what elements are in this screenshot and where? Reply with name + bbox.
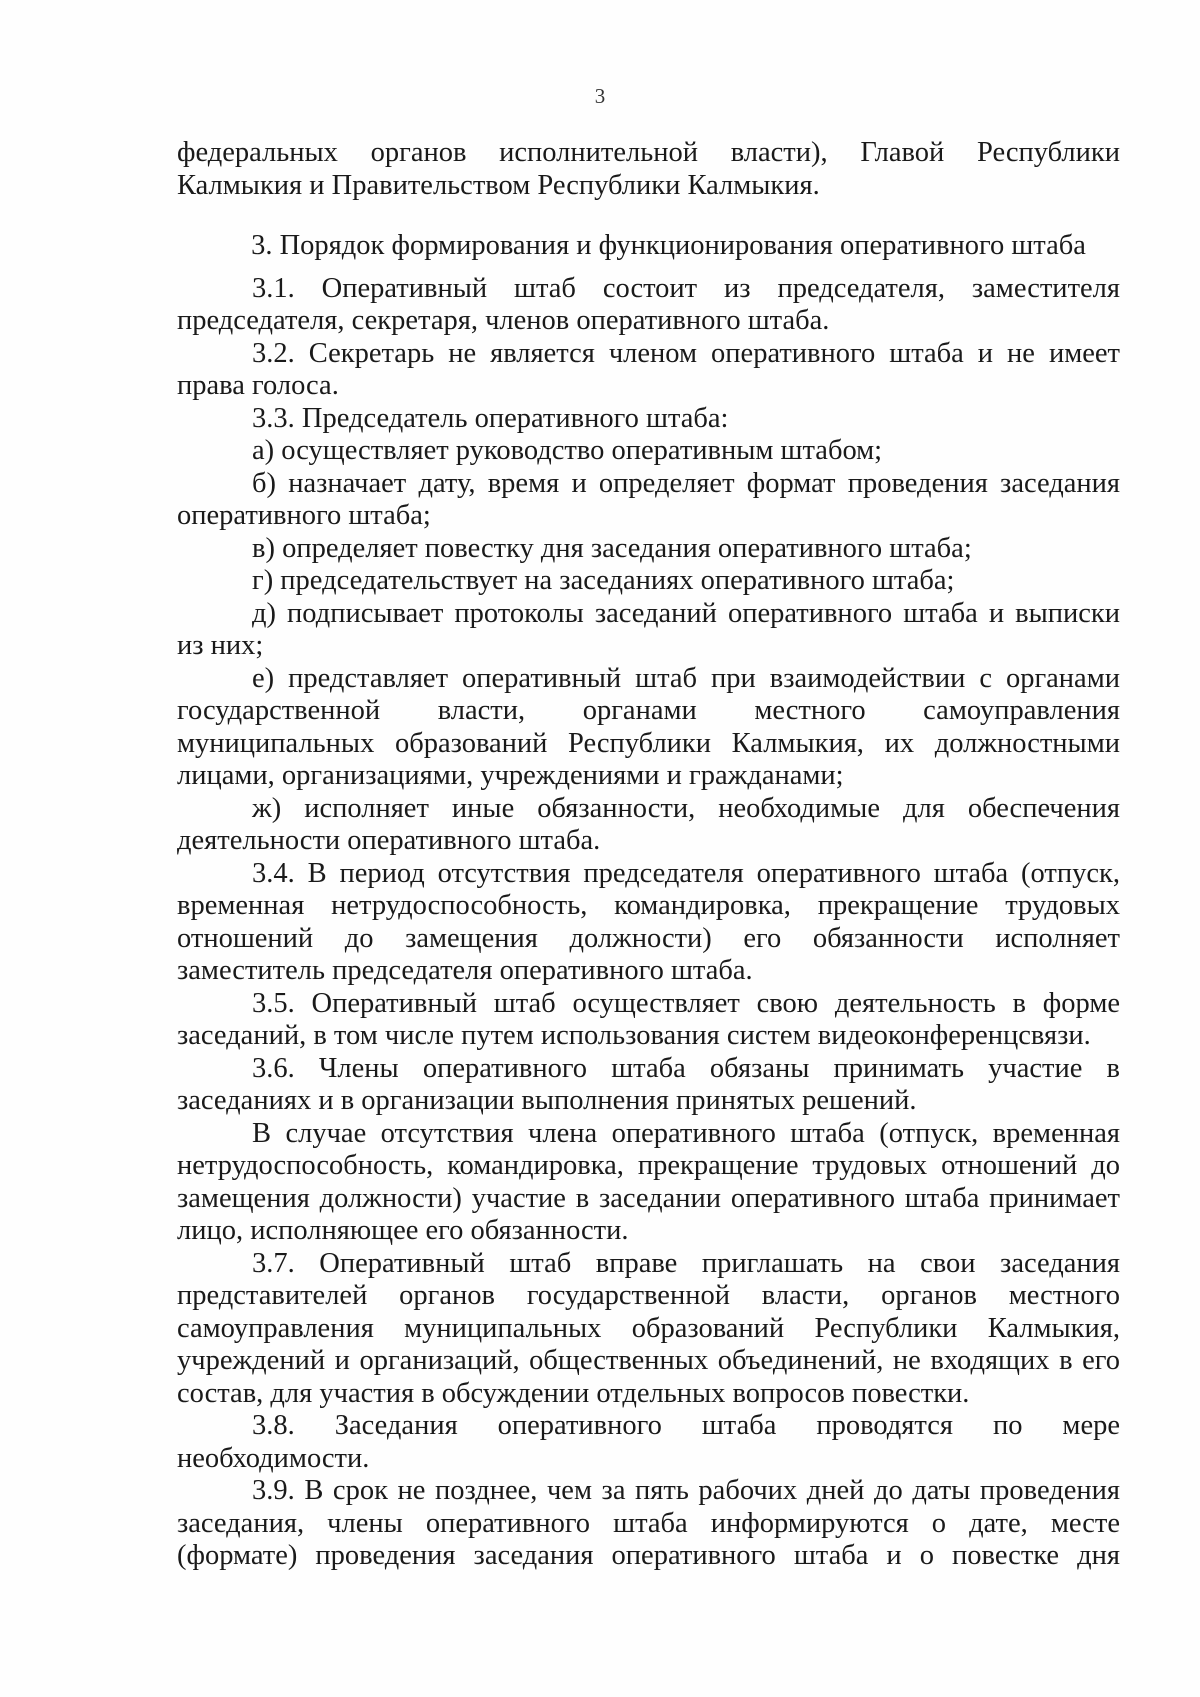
list-item-zh: ж) исполняет иные обязанности, необходимые для обеспечения деятельности оперативного штаба. [177,792,1120,856]
paragraph-3-3: 3.3. Председатель оперативного штаба: [252,402,729,434]
paragraph-3-4: 3.4. В период отсутствия председателя оперативного штаба (отпуск, временная нетрудоспособность, командировка, прекращение трудовых отношений до замещения должности) его обязанности исполняет заместитель председателя оперативного штаба. [177,857,1120,986]
paragraph-3-7: 3.7. Оперативный штаб вправе приглашать на свои заседания представителей органов государственной власти, органов местного самоуправления муниципальных образований Республики Калмыкия, учреждений и организаций, общественных объединений, не входящих в его состав, для участия в обсуждении отдельных вопросов повестки. [177,1247,1120,1409]
page-number: 3 [594,84,606,108]
document-body [177,137,1120,1573]
paragraph-3-6-cont: В случае отсутствия члена оперативного штаба (отпуск, временная нетрудоспособность, командировка, прекращение трудовых отношений до замещения должности) участие в заседании оперативного штаба принимает лицо, исполняющее его обязанности. [177,1117,1120,1246]
list-item-e: е) представляет оперативный штаб при взаимодействии с органами государственной власти, органами местного самоуправления муниципальных образований Республики Калмыкия, их должностными лицами, организациями, учреждениями и гражданами; [177,662,1120,791]
list-item-b: б) назначает дату, время и определяет формат проведения заседания оперативного штаба; [177,467,1120,531]
paragraph-3-2: 3.2. Секретарь не является членом оперативного штаба и не имеет права голоса. [177,337,1120,401]
list-item-d: д) подписывает протоколы заседаний оперативного штаба и выписки из них; [177,597,1120,661]
paragraph-3-6: 3.6. Члены оперативного штаба обязаны принимать участие в заседаниях и в организации выполнения принятых решений. [177,1052,1120,1116]
paragraph-continuation: федеральных органов исполнительной власти), Главой Республики Калмыкия и Правительством Республики Калмыкия. [177,137,1120,201]
section-heading: 3. Порядок формирования и функционирования оперативного штаба [251,230,1086,261]
list-item-g: г) председательствует на заседаниях оперативного штаба; [252,565,955,596]
list-item-v: в) определяет повестку дня заседания оперативного штаба; [252,532,972,564]
paragraph-3-5: 3.5. Оперативный штаб осуществляет свою деятельность в форме заседаний, в том числе путем использования систем видеоконференцсвязи. [177,987,1120,1051]
list-item-a: а) осуществляет руководство оперативным штабом; [252,435,883,466]
paragraph-3-9: 3.9. В срок не позднее, чем за пять рабочих дней до даты проведения заседания, члены оперативного штаба информируются о дате, месте (формате) проведения заседания оперативного штаба и о повестке дня [177,1475,1120,1571]
paragraph-3-8: 3.8. Заседания оперативного штаба проводятся по мере необходимости. [177,1410,1120,1474]
paragraph-3-1: 3.1. Оперативный штаб состоит из председателя, заместителя председателя, секретаря, членов оперативного штаба. [177,272,1120,336]
